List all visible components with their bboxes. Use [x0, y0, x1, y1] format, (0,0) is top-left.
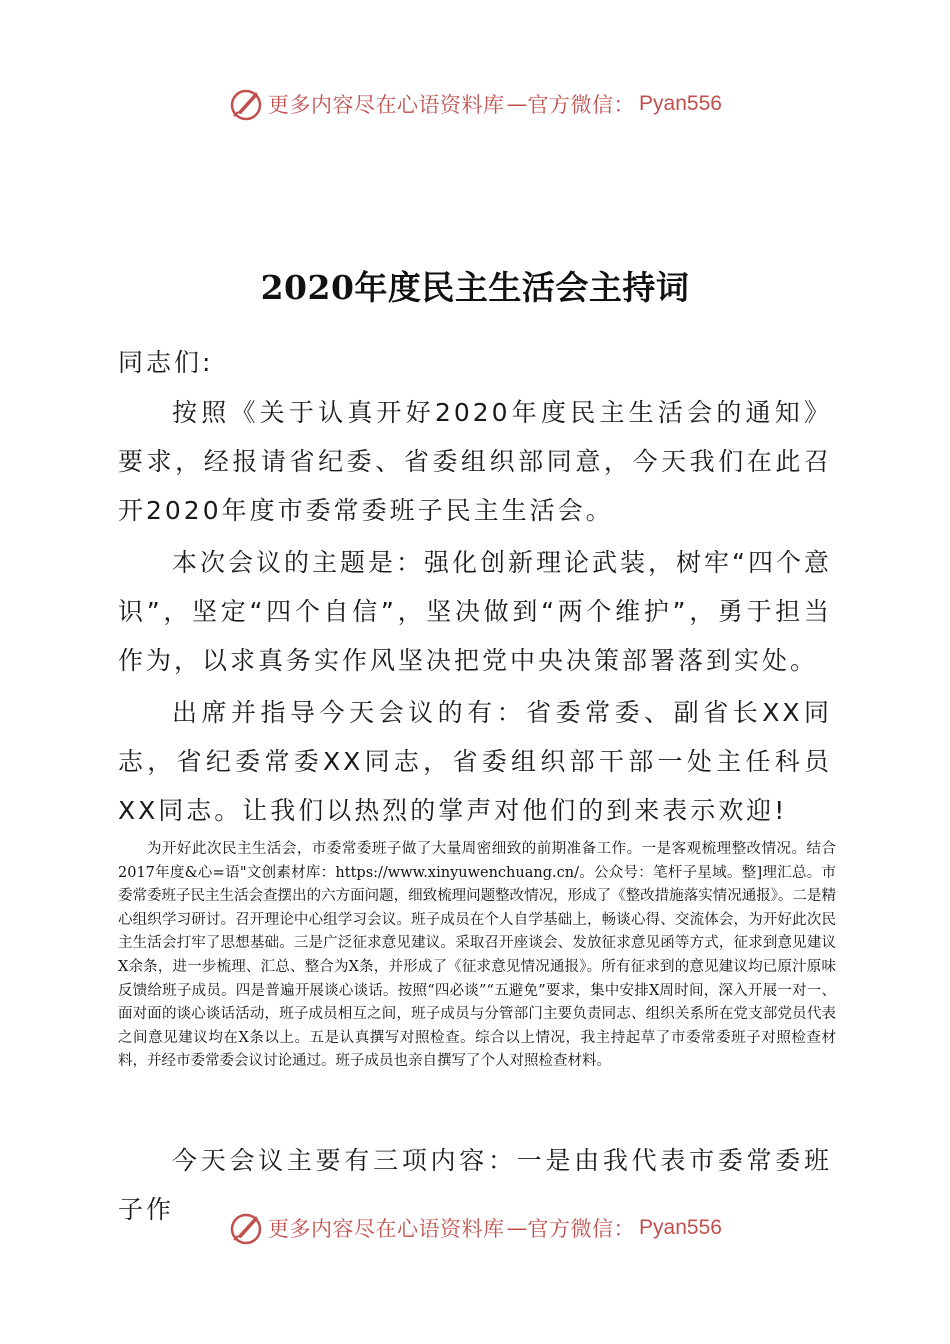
banner-wechat-id: Pyan556: [639, 1216, 722, 1239]
banner-wechat-id: Pyan556: [639, 92, 722, 115]
paragraph-notice: 按照《关于认真开好2020年度民主生活会的通知》要求，经报请省纪委、省委组织部同意，今天我们在此召开2020年度市委常委班子民主生活会。: [118, 398, 832, 525]
banner-text: 更多内容尽在心语资料库: [268, 1217, 505, 1241]
page-title: 2020年度民主生活会主持词: [260, 268, 690, 307]
salutation: 同志们:: [118, 348, 214, 377]
banner-text: 更多内容尽在心语资料库: [268, 93, 505, 117]
banner-separator: —: [506, 1216, 528, 1240]
paragraph-theme: 本次会议的主题是：强化创新理论武装，树牢“四个意识”，坚定“四个自信”，坚决做到“两个维护”，勇于担当作为，以求真务实作风坚决把党中央决策部署落到实处。: [118, 548, 832, 675]
quill-logo-icon: [228, 86, 264, 122]
banner-separator: —: [506, 92, 528, 116]
header-watermark-banner: [0, 82, 950, 126]
banner-wechat-label: 官方微信：: [527, 93, 636, 117]
quill-logo-icon: [228, 1210, 264, 1246]
footer-watermark-banner: [0, 1206, 950, 1250]
paragraph-agenda: 今天会议主要有三项内容：一是由我代表市委常委班子作: [118, 1146, 832, 1224]
paragraph-preparation: 为开好此次民主生活会，市委常委班子做了大量周密细致的前期准备工作。一是客观梳理整改情况。结合2017年度&心=语"文创素材库：https://www.xinyuwenchuang.cn/。公众号：笔杆子星域。整]理汇总。市委常委班子民主生活会查摆出的六方面问题，细致梳理问题整改情况，形成了《整改措施落实情况通报》。二是精心组织学习研讨。召开理论中心组学习会议。班子成员在个人自学基础上，畅谈心得、交流体会，为开好此次民主生活会打牢了思想基础。三是广泛征求意见建议。采取召开座谈会、发放征求意见函等方式，征求到意见建议X余条，进一步梳理、汇总、整合为X条，并形成了《征求意见情况通报》。所有征求到的意见建议均已原汁原味反馈给班子成员。四是普遍开展谈心谈话。按照“四必谈”“五避免”要求，集中安排X周时间，深入开展一对一、面对面的谈心谈话活动，班子成员相互之间，班子成员与分管部门主要负责同志、组织关系所在党支部党员代表之间意见建议均在X条以上。五是认真撰写对照检查。综合以上情况，我主持起草了市委常委班子对照检查材料，并经市委常委会议讨论通过。班子成员也亲自撰写了个人对照检查材料。: [118, 841, 836, 1070]
banner-wechat-label: 官方微信：: [527, 1217, 636, 1241]
paragraph-attendees: 出席并指导今天会议的有：省委常委、副省长XX同志，省纪委常委XX同志，省委组织部干部一处主任科员XX同志。让我们以热烈的掌声对他们的到来表示欢迎!: [118, 698, 832, 825]
